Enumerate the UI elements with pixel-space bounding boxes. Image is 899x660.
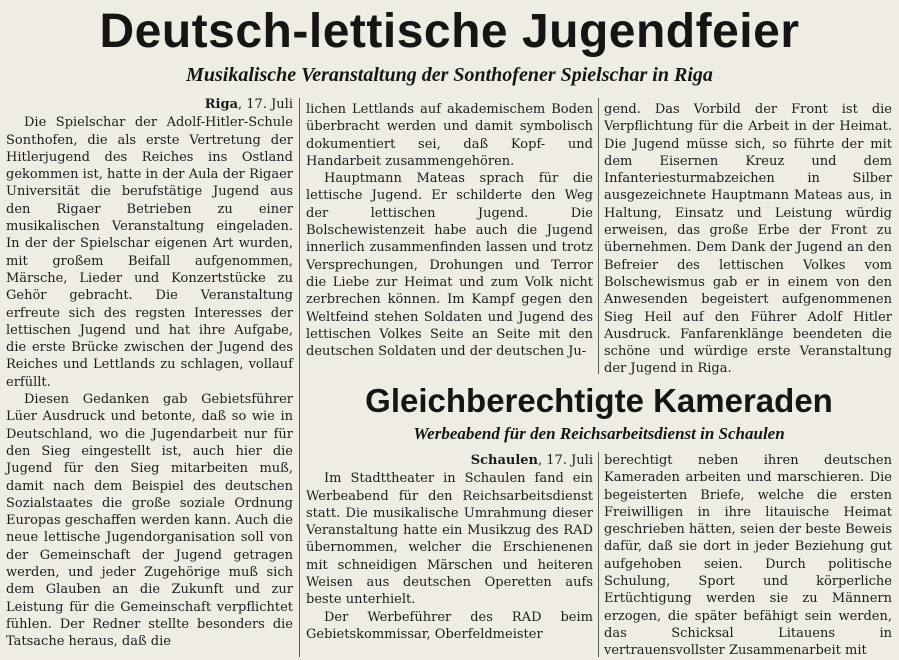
article1-column-1 xyxy=(6,96,293,651)
article1-column-2 xyxy=(306,101,593,360)
article1-dateline xyxy=(6,96,293,113)
article1-subhead: Musikalische Veranstaltung der Sonthofener Spielschar in Riga xyxy=(186,64,713,86)
article2-subhead: Werbeabend für den Reichsarbeitsdienst in Schaulen xyxy=(413,424,785,443)
dateline-date: , 17. Juli xyxy=(238,97,293,112)
paragraph: gend. Das Vorbild der Front ist die Verpflichtung für die Arbeit in der Heimat. Die Jugend müsse sich, so führte der mit dem Eisernen Kreuz und dem Infanteriesturmabzeichen in Silber ausgezeichnete Hauptmann Mateas aus, in Haltung, Einsatz und Leistung würdig erweisen, das große Erbe der Front zu übernehmen. Dem Dank der Jugend an den Befreier des lettischen Volkes vom Bolschewismus gab er in einem von den Anwesenden begeistert aufgenommenen Sieg Heil auf den Führer Adolf Hitler Ausdruck. Fanfarenklänge beendeten die schöne und würdige erste Veranstaltung der Jugend in Riga. xyxy=(604,102,892,377)
paragraph: Im Stadttheater in Schaulen fand ein Werbeabend für den Reichsarbeitsdienst statt. Die musikalische Umrahmung dieser Veranstaltung hatte ein Musikzug des RAD übernommen, welcher die Erschienenen mit schneidigen Märschen und heiteren Weisen aus deutschen Operetten aufs beste unterhielt. xyxy=(306,471,593,608)
column-divider xyxy=(299,98,300,657)
column-divider xyxy=(598,98,599,374)
dateline-date: , 17. Juli xyxy=(538,453,593,468)
paragraph: berechtigt neben ihren deutschen Kameraden arbeiten und marschieren. Die begeisterten Briefe, welche die ersten Freiwilligen in ihre litauische Heimat geschrieben hätten, seien der beste Beweis dafür, daß sie dort in jeder Beziehung gut aufgehoben seien. Durch politische Schulung, Sport und körperliche Ertüchtigung werden sie zu Männern erzogen, die später befähigt sein werden, das Schicksal Litauens in vertrauensvollster Zusammenarbeit mit xyxy=(604,453,892,659)
paragraph: Der Werbeführer des RAD beim Gebietskommissar, Oberfeldmeister xyxy=(306,609,593,642)
dateline-place: Schaulen xyxy=(470,453,539,468)
paragraph: Die Spielschar der Adolf-Hitler-Schule Sonthofen, die als erste Vertretung der Hitlerjugend des Reiches ins Ostland gekommen ist, hatte in der Aula der Rigaer Universität die berufstätige Jugend aus den Rigaer Betrieben zu einer musikalischen Veranstaltung eingeladen. In der der Spielschar eigenen Art wurden, mit großem Beifall aufgenommen, Märsche, Lieder und Konzertstücke zu Gehör gebracht. Die Veranstaltung erfreute sich des regsten Interesses der lettischen Jugend und hat ihre Aufgabe, die erste Brücke zwischen der Jugend des Reiches und Lettlands zu schlagen, vollauf erfüllt. xyxy=(6,115,293,390)
article1-headline: Deutsch-lettische Jugendfeier xyxy=(99,5,800,58)
article2-column-2 xyxy=(604,452,892,660)
article2-dateline xyxy=(306,452,593,469)
paragraph: Hauptmann Mateas sprach für die lettische Jugend. Er schilderte den Weg der lettischen Jugend. Die Bolschewistenzeit habe auch die Jugend innerlich zusammenfinden lassen und trotz Versprechungen, Drohungen und Terror die Liebe zur Heimat und zum Volk nicht zerbrechen können. Im Kampf gegen den Weltfeind stehen Soldaten und Jugend des lettischen Volkes Seite an Seite mit den deutschen Soldaten und der deutschen Ju- xyxy=(306,171,593,360)
article2-column-1 xyxy=(306,452,593,643)
dateline-place: Riga xyxy=(204,97,239,112)
article2-headline: Gleichberechtigte Kameraden xyxy=(365,382,833,419)
column-divider xyxy=(598,452,599,657)
paragraph: lichen Lettlands auf akademischem Boden überbracht werden und damit symbolisch dokumentiert sei, daß Kopf- und Handarbeit zusammengehören. xyxy=(306,102,593,169)
article1-column-3 xyxy=(604,101,892,378)
paragraph: Diesen Gedanken gab Gebietsführer Lüer Ausdruck und betonte, daß so wie in Deutschland, wo die Jugendarbeit nur für den Sieg eingestellt ist, auch hier die Jugend für den Sieg mitarbeiten muß, damit nach dem Beispiel des deutschen Sozialstaates die große soziale Ordnung Europas geschaffen werden kann. Auch die neue lettische Jugendorganisation soll von der Gemeinschaft der Jugend getragen werden, und jeder Zugehörige muß sich dem Glauben an die Zukunft und zur Leistung für die Gemeinschaft verpflichtet fühlen. Der Redner stellte besonders die Tatsache heraus, daß die xyxy=(6,392,293,650)
